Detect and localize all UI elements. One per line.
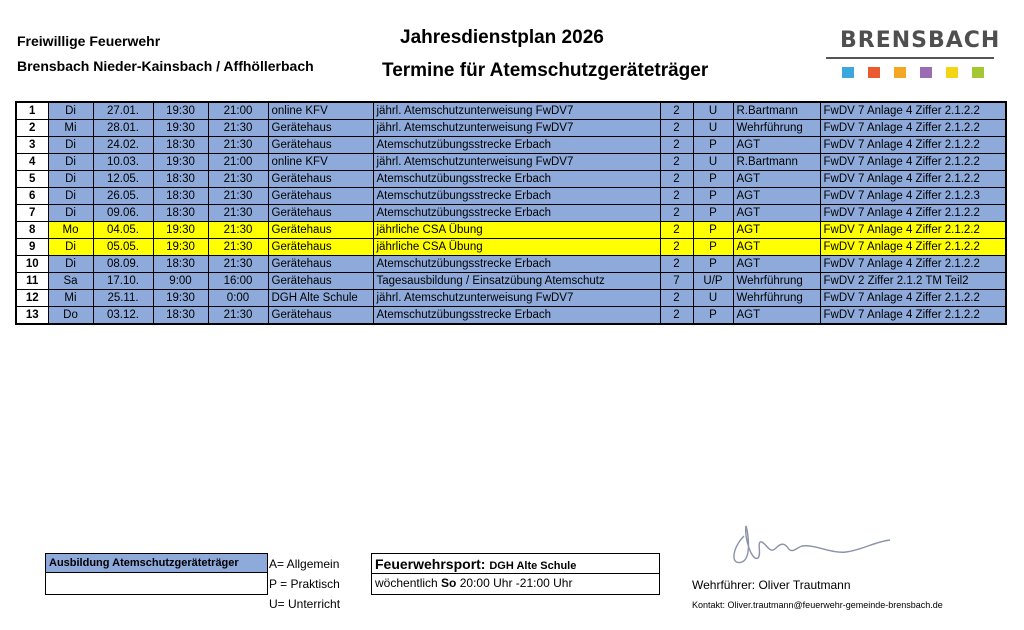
sport-label: Feuerwehrsport: — [375, 556, 486, 572]
regulation-cell: FwDV 7 Anlage 4 Ziffer 2.1.2.2 — [820, 256, 1006, 273]
date-cell: 25.11. — [93, 290, 153, 307]
type-cell: P — [693, 205, 733, 222]
location-cell: online KFV — [268, 154, 373, 171]
start-time-cell: 19:30 — [153, 120, 208, 137]
table-row — [16, 137, 1006, 154]
row-number: 11 — [16, 273, 48, 290]
type-cell: P — [693, 307, 733, 325]
start-time-cell: 18:30 — [153, 171, 208, 188]
row-number: 1 — [16, 102, 48, 120]
location-cell: DGH Alte Schule — [268, 290, 373, 307]
topic-cell: Atemschutzübungsstrecke Erbach — [373, 171, 660, 188]
instructor-cell: AGT — [733, 137, 820, 154]
regulation-cell: FwDV 7 Anlage 4 Ziffer 2.1.2.2 — [820, 137, 1006, 154]
weekday-cell: Di — [48, 205, 93, 222]
legend-title: Ausbildung Atemschutzgeräteträger — [46, 554, 267, 573]
regulation-cell: FwDV 7 Anlage 4 Ziffer 2.1.2.2 — [820, 154, 1006, 171]
regulation-cell: FwDV 7 Anlage 4 Ziffer 2.1.2.2 — [820, 307, 1006, 325]
logo-square — [894, 67, 906, 78]
weekday-cell: Mi — [48, 290, 93, 307]
date-cell: 24.02. — [93, 137, 153, 154]
start-time-cell: 19:30 — [153, 239, 208, 256]
legend-praktisch: P = Praktisch — [269, 577, 340, 591]
type-cell: P — [693, 239, 733, 256]
sport-title — [372, 554, 659, 574]
type-cell: P — [693, 222, 733, 239]
table-row — [16, 273, 1006, 290]
end-time-cell: 21:30 — [208, 307, 268, 325]
location-cell: Gerätehaus — [268, 205, 373, 222]
instructor-cell: Wehrführung — [733, 273, 820, 290]
end-time-cell: 21:30 — [208, 188, 268, 205]
instructor-cell: AGT — [733, 256, 820, 273]
location-cell: online KFV — [268, 102, 373, 120]
end-time-cell: 21:00 — [208, 154, 268, 171]
date-cell: 09.06. — [93, 205, 153, 222]
weekday-cell: Di — [48, 137, 93, 154]
weekday-cell: Di — [48, 154, 93, 171]
hours-cell: 2 — [660, 222, 693, 239]
start-time-cell: 18:30 — [153, 205, 208, 222]
date-cell: 10.03. — [93, 154, 153, 171]
legend-allgemein: A= Allgemein — [269, 557, 340, 571]
start-time-cell: 19:30 — [153, 290, 208, 307]
end-time-cell: 0:00 — [208, 290, 268, 307]
hours-cell: 2 — [660, 205, 693, 222]
start-time-cell: 18:30 — [153, 188, 208, 205]
weekday-cell: Mo — [48, 222, 93, 239]
signature-image — [722, 518, 902, 573]
start-time-cell: 18:30 — [153, 137, 208, 154]
sport-time: 20:00 Uhr -21:00 Uhr — [459, 576, 573, 590]
type-cell: U — [693, 120, 733, 137]
legend-unterricht: U= Unterricht — [269, 597, 341, 611]
start-time-cell: 18:30 — [153, 256, 208, 273]
type-cell: U — [693, 290, 733, 307]
row-number: 8 — [16, 222, 48, 239]
date-cell: 04.05. — [93, 222, 153, 239]
row-number: 6 — [16, 188, 48, 205]
sport-day: So — [441, 576, 457, 590]
row-number: 9 — [16, 239, 48, 256]
end-time-cell: 21:30 — [208, 222, 268, 239]
sport-box — [371, 553, 660, 595]
table-row — [16, 205, 1006, 222]
topic-cell: jährl. Atemschutzunterweisung FwDV7 — [373, 290, 660, 307]
topic-cell: Tagesausbildung / Einsatzübung Atemschutz — [373, 273, 660, 290]
logo-square — [868, 67, 880, 78]
table-row — [16, 290, 1006, 307]
row-number: 5 — [16, 171, 48, 188]
weekday-cell: Di — [48, 256, 93, 273]
date-cell: 28.01. — [93, 120, 153, 137]
date-cell: 12.05. — [93, 171, 153, 188]
org-name: Freiwillige Feuerwehr — [17, 33, 161, 49]
type-cell: U — [693, 154, 733, 171]
weekday-cell: Di — [48, 188, 93, 205]
weekday-cell: Di — [48, 239, 93, 256]
logo-square — [842, 67, 854, 78]
row-number: 10 — [16, 256, 48, 273]
row-number: 4 — [16, 154, 48, 171]
topic-cell: Atemschutzübungsstrecke Erbach — [373, 188, 660, 205]
location-cell: Gerätehaus — [268, 273, 373, 290]
logo-square — [972, 67, 984, 78]
topic-cell: Atemschutzübungsstrecke Erbach — [373, 256, 660, 273]
hours-cell: 2 — [660, 256, 693, 273]
weekday-cell: Do — [48, 307, 93, 325]
sport-frequency: wöchentlich — [375, 576, 438, 590]
hours-cell: 7 — [660, 273, 693, 290]
legend-box — [45, 553, 268, 595]
sport-schedule — [375, 576, 572, 590]
table-row — [16, 239, 1006, 256]
regulation-cell: FwDV 7 Anlage 4 Ziffer 2.1.2.2 — [820, 290, 1006, 307]
topic-cell: jährl. Atemschutzunterweisung FwDV7 — [373, 154, 660, 171]
start-time-cell: 19:30 — [153, 154, 208, 171]
date-cell: 03.12. — [93, 307, 153, 325]
row-number: 7 — [16, 205, 48, 222]
topic-cell: Atemschutzübungsstrecke Erbach — [373, 307, 660, 325]
location-cell: Gerätehaus — [268, 137, 373, 154]
regulation-cell: FwDV 7 Anlage 4 Ziffer 2.1.2.2 — [820, 120, 1006, 137]
table-row — [16, 307, 1006, 325]
row-number: 12 — [16, 290, 48, 307]
logo-underline — [826, 57, 994, 59]
type-cell: P — [693, 256, 733, 273]
regulation-cell: FwDV 7 Anlage 4 Ziffer 2.1.2.2 — [820, 102, 1006, 120]
schedule-body — [16, 102, 1006, 324]
date-cell: 26.05. — [93, 188, 153, 205]
start-time-cell: 18:30 — [153, 307, 208, 325]
weekday-cell: Di — [48, 102, 93, 120]
end-time-cell: 21:30 — [208, 137, 268, 154]
start-time-cell: 9:00 — [153, 273, 208, 290]
hours-cell: 2 — [660, 154, 693, 171]
regulation-cell: FwDV 7 Anlage 4 Ziffer 2.1.2.2 — [820, 171, 1006, 188]
end-time-cell: 16:00 — [208, 273, 268, 290]
instructor-cell: AGT — [733, 188, 820, 205]
location-cell: Gerätehaus — [268, 222, 373, 239]
table-row — [16, 120, 1006, 137]
location-cell: Gerätehaus — [268, 171, 373, 188]
location-cell: Gerätehaus — [268, 256, 373, 273]
hours-cell: 2 — [660, 188, 693, 205]
location-cell: Gerätehaus — [268, 239, 373, 256]
hours-cell: 2 — [660, 102, 693, 120]
type-cell: U/P — [693, 273, 733, 290]
hours-cell: 2 — [660, 290, 693, 307]
schedule-table — [15, 101, 1007, 325]
end-time-cell: 21:30 — [208, 239, 268, 256]
weekday-cell: Sa — [48, 273, 93, 290]
row-number: 3 — [16, 137, 48, 154]
regulation-cell: FwDV 7 Anlage 4 Ziffer 2.1.2.2 — [820, 222, 1006, 239]
table-row — [16, 102, 1006, 120]
table-row — [16, 154, 1006, 171]
hours-cell: 2 — [660, 239, 693, 256]
topic-cell: Atemschutzübungsstrecke Erbach — [373, 205, 660, 222]
regulation-cell: FwDV 7 Anlage 4 Ziffer 2.1.2.2 — [820, 205, 1006, 222]
topic-cell: jährliche CSA Übung — [373, 222, 660, 239]
regulation-cell: FwDV 7 Anlage 4 Ziffer 2.1.2.2 — [820, 239, 1006, 256]
end-time-cell: 21:30 — [208, 120, 268, 137]
instructor-cell: AGT — [733, 205, 820, 222]
page-title: Jahresdienstplan 2026 — [400, 27, 604, 48]
topic-cell: jährl. Atemschutzunterweisung FwDV7 — [373, 102, 660, 120]
instructor-cell: Wehrführung — [733, 290, 820, 307]
contact-email: Kontakt: Oliver.trautmann@feuerwehr-gemeinde-brensbach.de — [692, 600, 943, 610]
topic-cell: Atemschutzübungsstrecke Erbach — [373, 137, 660, 154]
instructor-cell: AGT — [733, 239, 820, 256]
instructor-cell: R.Bartmann — [733, 154, 820, 171]
hours-cell: 2 — [660, 120, 693, 137]
regulation-cell: FwDV 7 Anlage 4 Ziffer 2.1.2.3 — [820, 188, 1006, 205]
location-cell: Gerätehaus — [268, 307, 373, 325]
row-number: 2 — [16, 120, 48, 137]
hours-cell: 2 — [660, 171, 693, 188]
weekday-cell: Di — [48, 171, 93, 188]
logo-square — [920, 67, 932, 78]
table-row — [16, 171, 1006, 188]
type-cell: P — [693, 171, 733, 188]
start-time-cell: 19:30 — [153, 222, 208, 239]
date-cell: 05.05. — [93, 239, 153, 256]
hours-cell: 2 — [660, 307, 693, 325]
fire-chief-name: Wehrführer: Oliver Trautmann — [692, 578, 851, 592]
topic-cell: jährl. Atemschutzunterweisung FwDV7 — [373, 120, 660, 137]
page-subtitle: Termine für Atemschutzgeräteträger — [382, 60, 709, 81]
instructor-cell: R.Bartmann — [733, 102, 820, 120]
date-cell: 27.01. — [93, 102, 153, 120]
table-row — [16, 188, 1006, 205]
regulation-cell: FwDV 2 Ziffer 2.1.2 TM Teil2 — [820, 273, 1006, 290]
type-cell: U — [693, 102, 733, 120]
location-cell: Gerätehaus — [268, 120, 373, 137]
date-cell: 17.10. — [93, 273, 153, 290]
table-row — [16, 256, 1006, 273]
instructor-cell: Wehrführung — [733, 120, 820, 137]
start-time-cell: 19:30 — [153, 102, 208, 120]
instructor-cell: AGT — [733, 222, 820, 239]
logo-text: BRENSBACH — [840, 28, 1001, 53]
location-cell: Gerätehaus — [268, 188, 373, 205]
instructor-cell: AGT — [733, 307, 820, 325]
weekday-cell: Mi — [48, 120, 93, 137]
date-cell: 08.09. — [93, 256, 153, 273]
table-row — [16, 222, 1006, 239]
end-time-cell: 21:00 — [208, 102, 268, 120]
sport-location: DGH Alte Schule — [489, 560, 577, 572]
org-location: Brensbach Nieder-Kainsbach / Affhöllerbach — [17, 58, 314, 74]
end-time-cell: 21:30 — [208, 205, 268, 222]
row-number: 13 — [16, 307, 48, 325]
hours-cell: 2 — [660, 137, 693, 154]
brensbach-logo — [826, 28, 1001, 84]
type-cell: P — [693, 188, 733, 205]
logo-square — [946, 67, 958, 78]
end-time-cell: 21:30 — [208, 256, 268, 273]
end-time-cell: 21:30 — [208, 171, 268, 188]
topic-cell: jährliche CSA Übung — [373, 239, 660, 256]
instructor-cell: AGT — [733, 171, 820, 188]
type-cell: P — [693, 137, 733, 154]
